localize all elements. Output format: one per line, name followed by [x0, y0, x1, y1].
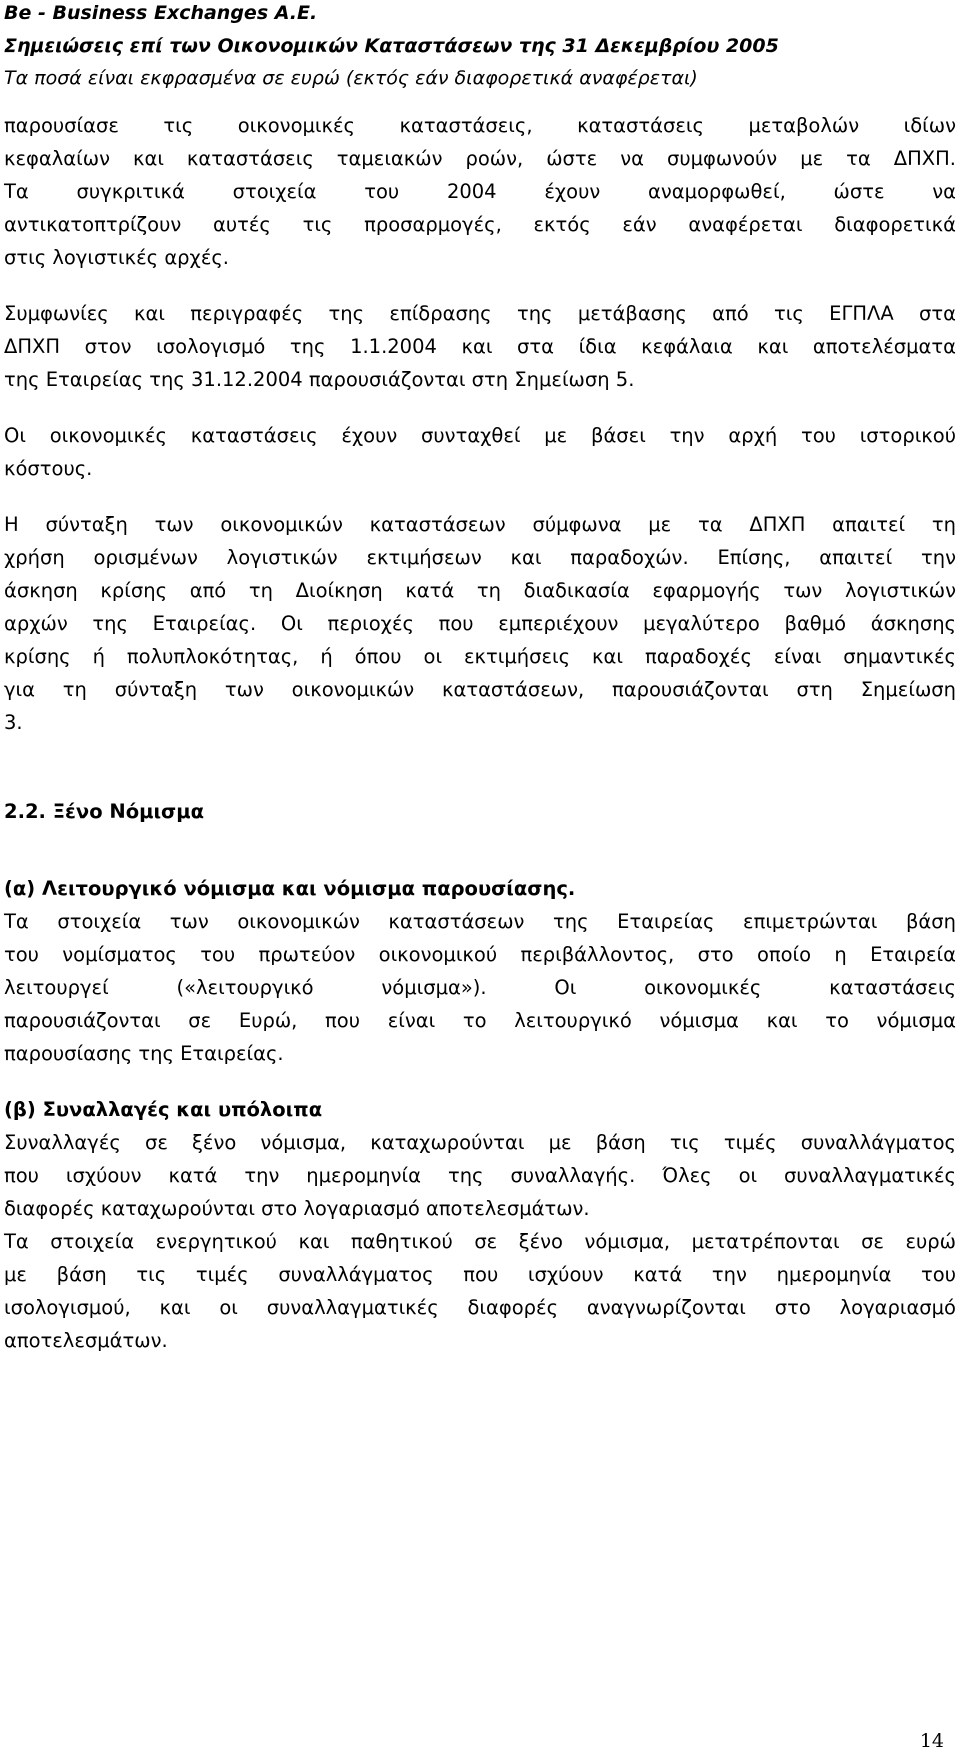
text-line: της Εταιρείας της 31.12.2004 παρουσιάζονται στη Σημείωση 5. [4, 368, 635, 391]
text-line: Τα στοιχεία ενεργητικού και παθητικού σε ξένο νόμισμα, μετατρέπονται σε ευρώ [4, 1230, 956, 1253]
company-name: Be - Business Exchanges A.E. [4, 2, 318, 24]
text-line: Συμφωνίες και περιγραφές της επίδρασης της μετάβασης από τις ΕΓΠΛΑ στα [4, 302, 956, 325]
text-line: χρήση ορισμένων λογιστικών εκτιμήσεων και παραδοχών. Επίσης, απαιτεί την [4, 546, 956, 569]
text-line: Τα στοιχεία των οικονομικών καταστάσεων της Εταιρείας επιμετρώνται βάση [4, 910, 956, 933]
text-line: ΔΠΧΠ στον ισολογισμό της 1.1.2004 και στα ίδια κεφάλαια και αποτελέσματα [4, 335, 956, 358]
text-line: παρουσίασε τις οικονομικές καταστάσεις, καταστάσεις μεταβολών ιδίων [4, 114, 956, 137]
subsection-b-heading: (β) Συναλλαγές και υπόλοιπα [4, 1098, 323, 1121]
text-line: αποτελεσμάτων. [4, 1329, 168, 1352]
text-line: ισολογισμού, και οι συναλλαγματικές διαφορές αναγνωρίζονται στο λογαριασμό [4, 1296, 956, 1319]
text-line: που ισχύουν κατά την ημερομηνία της συναλλαγής. Όλες οι συναλλαγματικές [4, 1164, 956, 1187]
text-line: κρίσης ή πολυπλοκότητας, ή όπου οι εκτιμήσεις και παραδοχές είναι σημαντικές [4, 645, 956, 668]
text-line: Οι οικονομικές καταστάσεις έχουν συνταχθεί με βάσει την αρχή του ιστορικού [4, 424, 956, 447]
currency-note: Τα ποσά είναι εκφρασμένα σε ευρώ (εκτός εάν διαφορετικά αναφέρεται) [4, 67, 698, 89]
text-line: παρουσίασης της Εταιρείας. [4, 1042, 284, 1065]
text-line: Η σύνταξη των οικονομικών καταστάσεων σύμφωνα με τα ΔΠΧΠ απαιτεί τη [4, 513, 956, 536]
text-line: Συναλλαγές σε ξένο νόμισμα, καταχωρούνται με βάση τις τιμές συναλλάγματος [4, 1131, 956, 1154]
text-line: Τα συγκριτικά στοιχεία του 2004 έχουν αναμορφωθεί, ώστε να [4, 180, 956, 203]
text-line: αντικατοπτρίζουν αυτές τις προσαρμογές, εκτός εάν αναφέρεται διαφορετικά [4, 213, 956, 236]
page-number: 14 [919, 1730, 944, 1752]
text-line: άσκηση κρίσης από τη Διοίκηση κατά τη διαδικασία εφαρμογής των λογιστικών [4, 579, 956, 602]
text-line: αρχών της Εταιρείας. Οι περιοχές που εμπεριέχουν μεγαλύτερο βαθμό άσκησης [4, 612, 956, 635]
text-line: στις λογιστικές αρχές. [4, 246, 230, 269]
section-heading: 2.2. Ξένο Νόμισμα [4, 800, 204, 823]
text-line: παρουσιάζονται σε Ευρώ, που είναι το λειτουργικό νόμισμα και το νόμισμα [4, 1009, 956, 1032]
text-line: κόστους. [4, 457, 93, 480]
text-line: κεφαλαίων και καταστάσεις ταμειακών ροών, ώστε να συμφωνούν με τα ΔΠΧΠ. [4, 147, 956, 170]
text-line: για τη σύνταξη των οικονομικών καταστάσεων, παρουσιάζονται στη Σημείωση [4, 678, 956, 701]
text-line: του νομίσματος του πρωτεύον οικονομικού περιβάλλοντος, στο οποίο η Εταιρεία [4, 943, 956, 966]
text-line: 3. [4, 711, 23, 734]
notes-title: Σημειώσεις επί των Οικονομικών Καταστάσεων της 31 Δεκεμβρίου 2005 [4, 35, 779, 57]
subsection-a-heading: (α) Λειτουργικό νόμισμα και νόμισμα παρουσίασης. [4, 877, 576, 900]
text-line: λειτουργεί («λειτουργικό νόμισμα»). Οι οικονομικές καταστάσεις [4, 976, 956, 999]
text-line: με βάση τις τιμές συναλλάγματος που ισχύουν κατά την ημερομηνία του [4, 1263, 956, 1286]
text-line: διαφορές καταχωρούνται στο λογαριασμό αποτελεσμάτων. [4, 1197, 590, 1220]
